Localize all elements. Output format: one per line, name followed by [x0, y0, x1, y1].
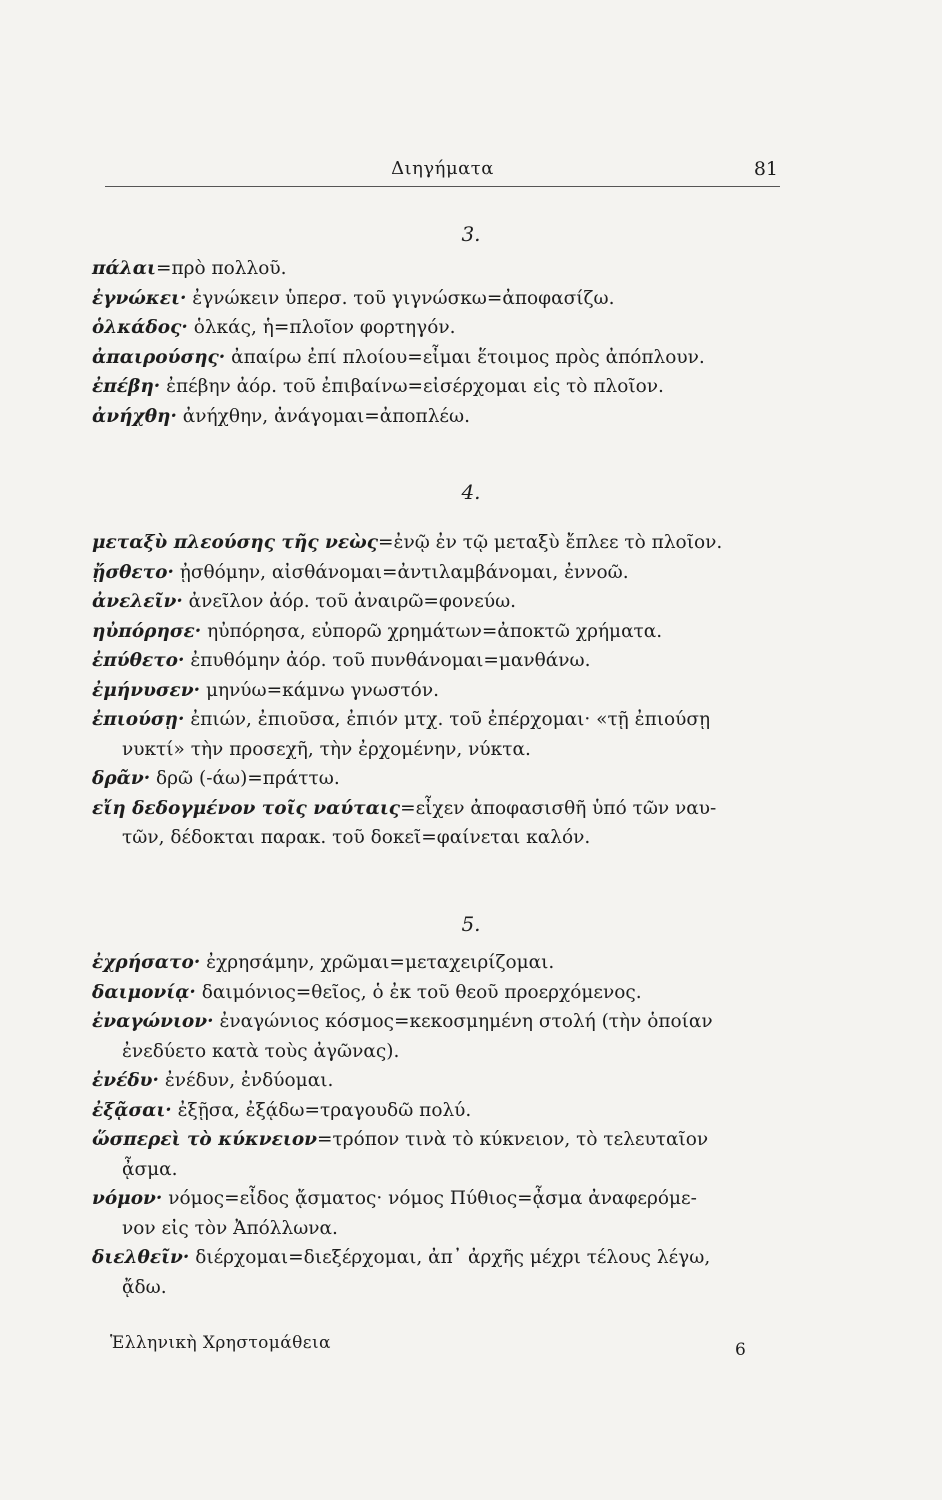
- gloss-entry: [92, 948, 787, 978]
- gloss-text: νόμος=εἶδος ᾄσματος· νόμος Πύθιος=ᾆσμα ἀναφερόμε-: [162, 1188, 697, 1209]
- gloss-text: ἐπέβην ἀόρ. τοῦ ἐπιβαίνω=εἰσέρχομαι εἰς τὸ πλοῖον.: [160, 376, 664, 397]
- gloss-text: ἀπαίρω ἐπί πλοίου=εἶμαι ἕτοιμος πρὸς ἀπόπλουν.: [225, 346, 705, 368]
- lemma: δαιμονίᾳ·: [92, 981, 196, 1003]
- gloss-entry: [92, 646, 787, 676]
- gloss-entry: [92, 1184, 787, 1243]
- gloss-text: ἐξῇσα, ἐξᾴδω=τραγουδῶ πολύ.: [171, 1099, 472, 1121]
- lemma: ἐμήνυσεν·: [92, 679, 201, 701]
- gloss-entry: [92, 1096, 787, 1126]
- lemma: νόμον·: [92, 1188, 163, 1209]
- lemma: ὁλκάδος·: [92, 317, 188, 338]
- running-title: Διηγήματα: [391, 158, 494, 179]
- lemma: ἐπιούσῃ·: [92, 709, 185, 730]
- lemma: ηὐπόρησε·: [92, 620, 202, 642]
- gloss-text: =ἐνῷ ἐν τῷ μεταξὺ ἔπλεε τὸ πλοῖον.: [378, 532, 723, 553]
- gloss-entry: [92, 372, 787, 402]
- gloss-text: ὁλκάς, ἡ=πλοῖον φορτηγόν.: [187, 317, 456, 338]
- lemma: εἴη δεδογμένον τοῖς ναύταις: [92, 797, 401, 819]
- gloss-text: ἐπιών, ἐπιοῦσα, ἐπιόν μτχ. τοῦ ἐπέρχομαι· «τῇ ἐπιούσῃ: [184, 709, 711, 730]
- gloss-text: =τρόπον τινὰ τὸ κύκνειον, τὸ τελευταῖον: [317, 1129, 709, 1150]
- lemma: μεταξὺ πλεούσης τῆς νεὼς: [92, 532, 379, 553]
- lemma: ὥσπερεὶ τὸ κύκνειον: [92, 1129, 317, 1150]
- gloss-text: δαιμόνιος=θεῖος, ὁ ἐκ τοῦ θεοῦ προερχόμενος.: [195, 981, 642, 1003]
- gloss-entry: [92, 978, 787, 1008]
- gloss-entry: [92, 313, 787, 343]
- gloss-text: =πρὸ πολλοῦ.: [155, 258, 287, 279]
- page-number: 81: [753, 158, 778, 180]
- gloss-text: διέρχομαι=διεξέρχομαι, ἀπ᾽ ἀρχῆς μέχρι τέλους λέγω,: [189, 1247, 711, 1268]
- gloss-entry: [92, 558, 787, 588]
- gloss-continuation: ᾆσμα.: [122, 1158, 178, 1180]
- gloss-entry: [92, 794, 787, 853]
- lemma: ἀνήχθη·: [92, 405, 177, 427]
- gloss-continuation: ᾄδω.: [122, 1276, 167, 1298]
- gloss-text: ᾐσθόμην, αἰσθάνομαι=ἀντιλαμβάνομαι, ἐννοῶ.: [173, 561, 629, 583]
- lemma: ἐξᾷσαι·: [92, 1099, 172, 1121]
- section-number-5: 5.: [461, 912, 481, 936]
- footer-signature: 6: [735, 1340, 746, 1360]
- lemma: ἀνελεῖν·: [92, 591, 183, 612]
- lemma: ἐνέδυ·: [92, 1070, 159, 1091]
- gloss-entry: [92, 705, 787, 764]
- footer-book-title: Ἑλληνικὴ Χρηστομάθεια: [110, 1333, 331, 1353]
- section-number-3: 3.: [461, 222, 481, 246]
- gloss-text: =εἶχεν ἀποφασισθῆ ὑπό τῶν ναυ-: [400, 797, 717, 819]
- gloss-entry: [92, 1243, 787, 1302]
- gloss-entry: [92, 617, 787, 647]
- gloss-text: ἐναγώνιος κόσμος=κεκοσμημένη στολή (τὴν ὁποίαν: [213, 1011, 713, 1032]
- gloss-entry: [92, 402, 787, 432]
- gloss-text: ἀνεῖλον ἀόρ. τοῦ ἀναιρῶ=φονεύω.: [182, 591, 517, 612]
- lemma: ἀπαιρούσης·: [92, 346, 226, 368]
- gloss-text: ἐνέδυν, ἐνδύομαι.: [158, 1070, 334, 1091]
- lemma: ᾔσθετο·: [92, 561, 174, 583]
- lemma: ἐπέβη·: [92, 376, 161, 397]
- lemma: δρᾶν·: [92, 768, 151, 789]
- lemma: διελθεῖν·: [92, 1247, 190, 1268]
- section-3-entries: [92, 254, 787, 431]
- section-number-4: 4.: [461, 480, 481, 504]
- gloss-continuation: νυκτί» τὴν προσεχῆ, τὴν ἐρχομένην, νύκτα.: [122, 738, 531, 760]
- lemma: ἐπύθετο·: [92, 650, 185, 671]
- gloss-continuation: ἐνεδύετο κατὰ τοὺς ἀγῶνας).: [122, 1040, 400, 1062]
- gloss-text: ἐγνώκειν ὑπερσ. τοῦ γιγνώσκω=ἀποφασίζω.: [186, 287, 615, 309]
- gloss-entry: [92, 764, 787, 794]
- gloss-entry: [92, 1125, 787, 1184]
- page-header: [105, 158, 780, 187]
- gloss-entry: [92, 343, 787, 373]
- gloss-entry: [92, 528, 787, 558]
- lemma: ἐναγώνιον·: [92, 1011, 214, 1032]
- gloss-text: μηνύω=κάμνω γνωστόν.: [200, 679, 439, 701]
- lemma: ἐγνώκει·: [92, 287, 187, 309]
- gloss-entry: [92, 676, 787, 706]
- lemma: ἐχρήσατο·: [92, 952, 201, 973]
- lemma: πάλαι: [92, 258, 156, 279]
- gloss-text: δρῶ (-άω)=πράττω.: [150, 768, 340, 789]
- gloss-text: ἀνήχθην, ἀνάγομαι=ἀποπλέω.: [176, 405, 470, 427]
- gloss-text: ηὐπόρησα, εὐπορῶ χρημάτων=ἀποκτῶ χρήματα.: [201, 620, 663, 642]
- gloss-entry: [92, 254, 787, 284]
- gloss-text: ἐπυθόμην ἀόρ. τοῦ πυνθάνομαι=μανθάνω.: [184, 650, 591, 671]
- gloss-entry: [92, 284, 787, 314]
- section-4-entries: [92, 528, 787, 853]
- gloss-text: ἐχρησάμην, χρῶμαι=μεταχειρίζομαι.: [200, 952, 555, 973]
- section-5-entries: [92, 948, 787, 1302]
- gloss-entry: [92, 1007, 787, 1066]
- gloss-entry: [92, 587, 787, 617]
- gloss-entry: [92, 1066, 787, 1096]
- gloss-continuation: τῶν, δέδοκται παρακ. τοῦ δοκεῖ=φαίνεται καλόν.: [122, 827, 591, 848]
- gloss-continuation: νον εἰς τὸν Ἀπόλλωνα.: [122, 1217, 338, 1239]
